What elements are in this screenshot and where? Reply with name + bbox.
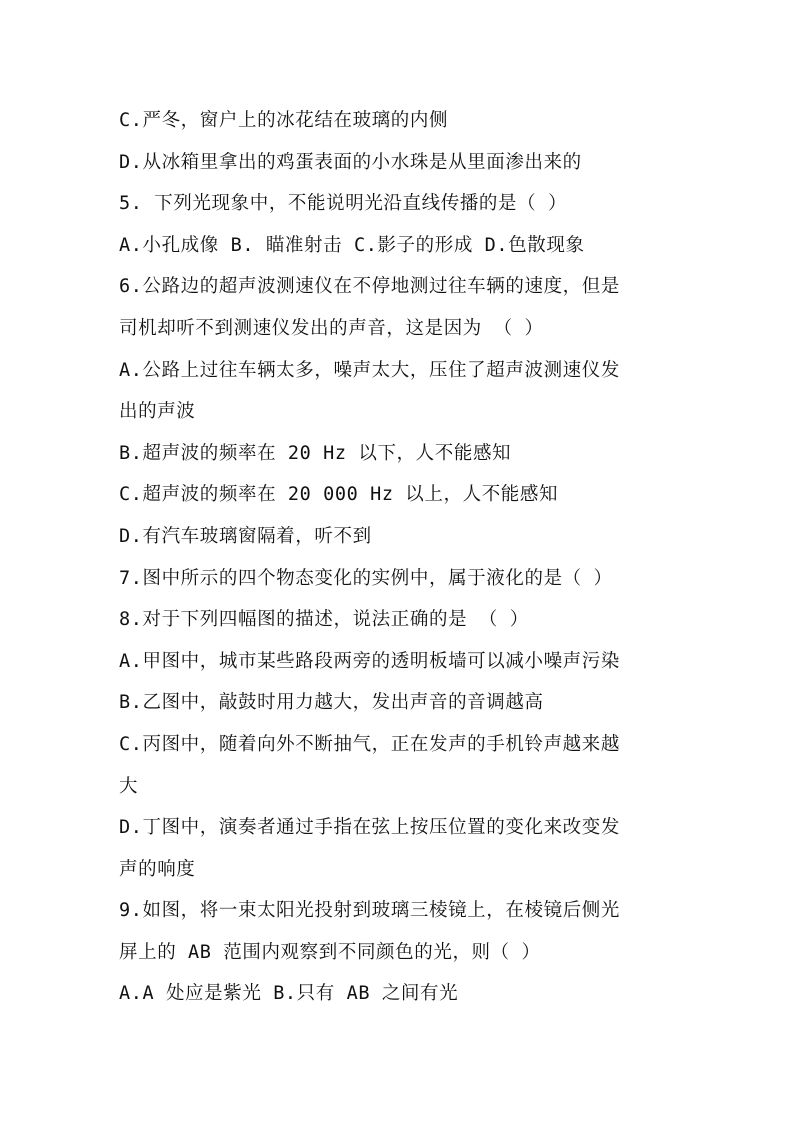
question-6-continued: 司机却听不到测速仪发出的声音，这是因为 （ ） bbox=[119, 317, 544, 339]
question-6-option-d: D.有汽车玻璃窗隔着，听不到 bbox=[119, 525, 372, 547]
question-8-option-d-continued: 声的响度 bbox=[119, 858, 196, 880]
question-6-option-c: C.超声波的频率在 20 000 Hz 以上，人不能感知 bbox=[119, 484, 559, 506]
document-body bbox=[119, 100, 679, 1015]
question-6-option-a-continued: 出的声波 bbox=[119, 401, 196, 423]
question-8-option-b: B.乙图中，敲鼓时用力越大，发出声音的音调越高 bbox=[119, 692, 544, 714]
question-6: 6.公路边的超声波测速仪在不停地测过往车辆的速度，但是 bbox=[119, 276, 620, 298]
question-6-option-a: A.公路上过往车辆太多，噪声太大，压住了超声波测速仪发 bbox=[119, 359, 620, 381]
question-8-option-d: D.丁图中，演奏者通过手指在弦上按压位置的变化来改变发 bbox=[119, 817, 620, 839]
question-8-option-c: C.丙图中，随着向外不断抽气，正在发声的手机铃声越来越 bbox=[119, 733, 620, 755]
question-9-options: A.A 处应是紫光 B.只有 AB 之间有光 bbox=[119, 983, 459, 1005]
question-5-options: A.小孔成像 B. 瞄准射击 C.影子的形成 D.色散现象 bbox=[119, 234, 585, 256]
question-8-option-c-continued: 大 bbox=[119, 775, 139, 797]
question-5: 5. 下列光现象中，不能说明光沿直线传播的是（ ） bbox=[119, 193, 568, 215]
question-9-continued: 屏上的 AB 范围内观察到不同颜色的光，则（ ） bbox=[119, 941, 541, 963]
question-7: 7.图中所示的四个物态变化的实例中，属于液化的是（ ） bbox=[119, 567, 613, 589]
question-6-option-b: B.超声波的频率在 20 Hz 以下，人不能感知 bbox=[119, 442, 512, 464]
text-line-option-c: C.严冬，窗户上的冰花结在玻璃的内侧 bbox=[119, 110, 449, 131]
text-line-option-d: D.从冰箱里拿出的鸡蛋表面的小水珠是从里面渗出来的 bbox=[119, 151, 582, 173]
question-8: 8.对于下列四幅图的描述，说法正确的是 （ ） bbox=[119, 609, 529, 631]
question-8-option-a: A.甲图中，城市某些路段两旁的透明板墙可以减小噪声污染 bbox=[119, 650, 620, 672]
question-9: 9.如图，将一束太阳光投射到玻璃三棱镜上，在棱镜后侧光 bbox=[119, 900, 620, 922]
